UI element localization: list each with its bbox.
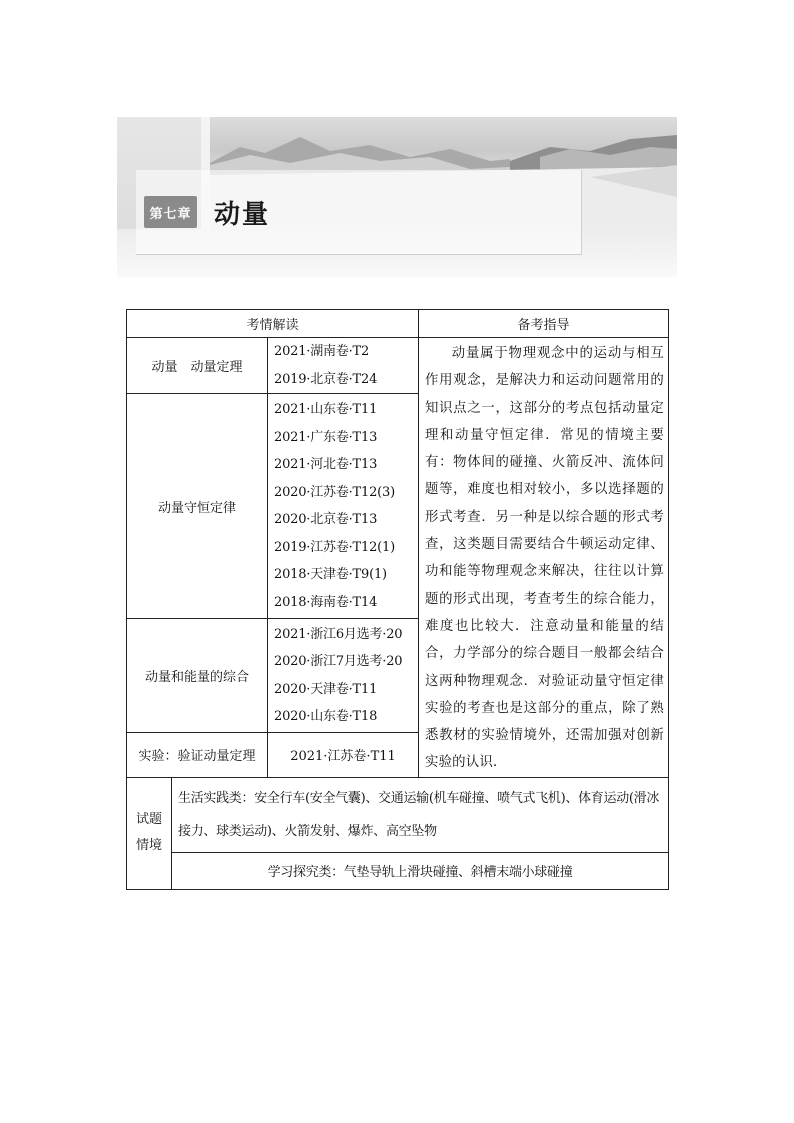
header-study-guide: 备考指导 [419,310,669,338]
topic-cell: 动量和能量的综合 [127,619,268,732]
source-item: 2019·北京卷·T24 [274,371,378,387]
exam-analysis-table [126,309,669,890]
table-header-row [127,310,669,338]
source-list [268,619,419,732]
source-item: 2021·浙江6月选考·20 [274,626,403,642]
topic-cell: 实验：验证动量定理 [127,732,268,777]
chapter-badge: 第七章 [144,196,197,228]
source-item: 2020·天津卷·T11 [274,681,378,697]
header-exam-analysis: 考情解读 [127,310,419,338]
table-row [127,852,669,889]
source-item: 2018·天津卷·T9(1) [274,567,387,583]
guide-paragraph: 动量属于物理观念中的运动与相互作用观念，是解决力和运动问题常用的知识点之一，这部分的考点包括动量定理和动量守恒定律．常见的情境主要有：物体间的碰撞、火箭反冲、流体问题等，难度也相对较小，多以选择题的形式考查．另一种是以综合题的形式考查，这类题目需要结合牛顿运动定律、功和能等物理观念来解决，往往以计算题的形式出现，考查考生的综合能力，难度也比较大．注意动量和能量的结合，力学部分的综合题目一般都会结合这两种物理观念．对验证动量守恒定律实验的考查也是这部分的重点，除了熟悉教材的实验情境外，还需加强对创新实验的认识． [425,346,664,771]
topic-cell: 动量 动量定理 [127,338,268,394]
source-item: 2021·广东卷·T13 [274,429,378,445]
table-row [127,777,669,852]
chapter-title: 动量 [214,200,271,230]
table-row [127,338,669,394]
source-item: 2021·湖南卷·T2 [274,344,370,359]
study-guide-text [419,338,669,778]
source-item: 2021·山东卷·T11 [274,402,378,418]
scenario-label [127,777,172,889]
source-item: 2020·浙江7月选考·20 [274,654,403,670]
source-item: 2020·北京卷·T13 [274,512,378,528]
source-item: 2018·海南卷·T14 [274,594,378,610]
scenario-life: 生活实践类：安全行车(安全气囊)、交通运输(机车碰撞、喷气式飞机)、体育运动(滑冰接力、球类运动)、火箭发射、爆炸、高空坠物 [172,777,669,852]
chapter-title-box [136,170,582,255]
topic-cell: 动量守恒定律 [127,394,268,619]
source-list [268,338,419,394]
scenario-label-text: 试题情境 [135,812,162,854]
source-item: 2020·江苏卷·T12(3) [274,484,395,500]
source-item: 2021·江苏卷·T11 [268,732,419,777]
source-item: 2019·江苏卷·T12(1) [274,539,395,555]
source-list [268,394,419,619]
scenario-study: 学习探究类：气垫导轨上滑块碰撞、斜槽末端小球碰撞 [172,852,669,889]
source-item: 2021·河北卷·T13 [274,457,378,473]
source-item: 2020·山东卷·T18 [274,709,378,725]
